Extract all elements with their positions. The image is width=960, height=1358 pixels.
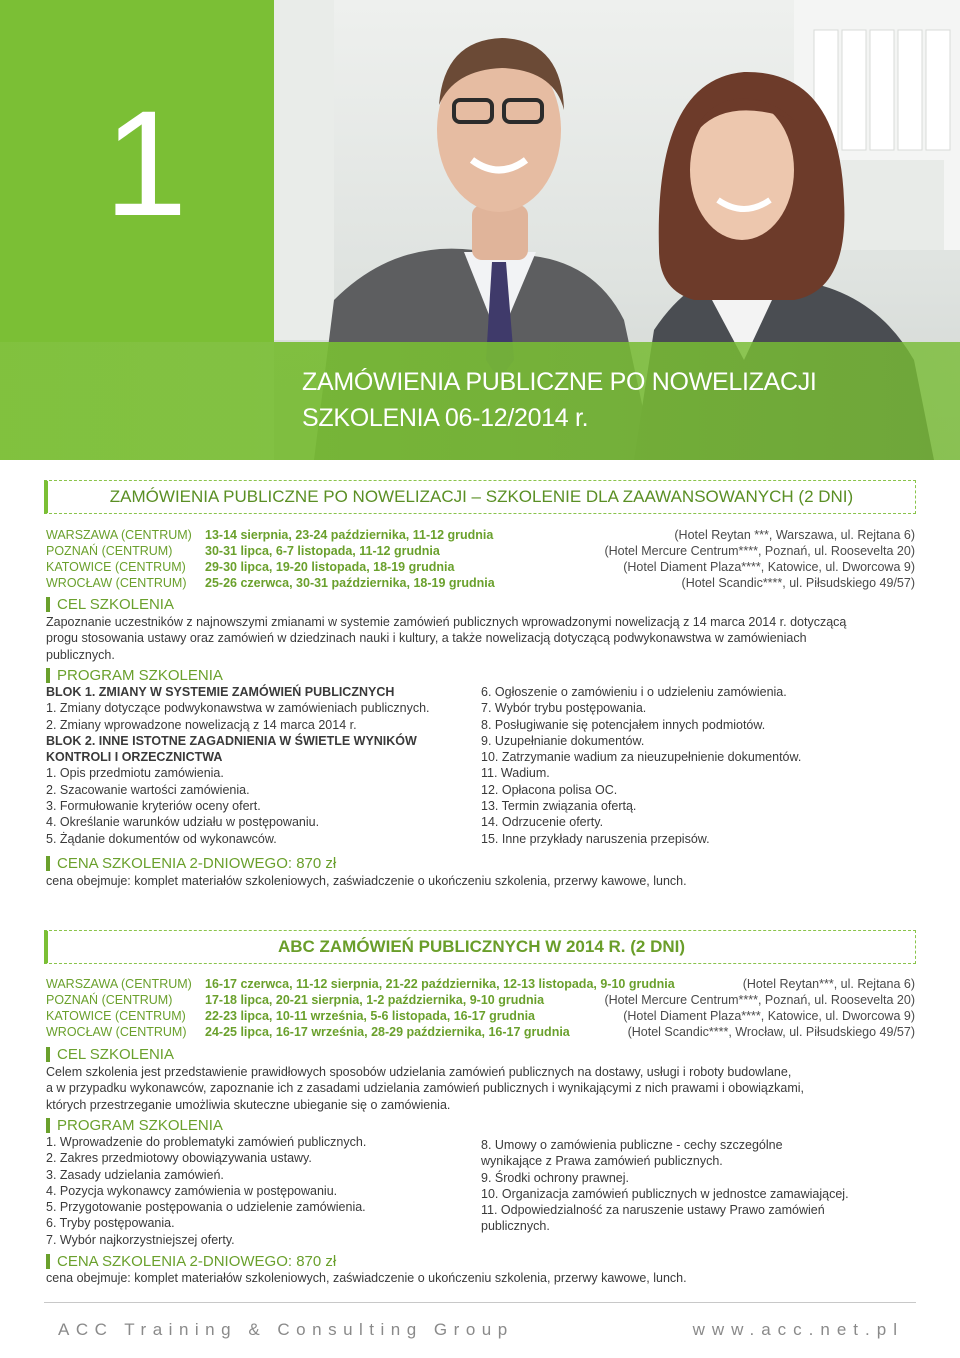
location-row [46,543,172,559]
program-item: 1. Opis przedmiotu zamówienia. [46,766,224,781]
program-item: 7. Wybór trybu postępowania. [481,701,647,716]
hotel-info: (Hotel Scandic****, ul. Piłsudskiego 49/57) [681,576,915,590]
course2-program-right [481,1137,849,1235]
program-item: 6. Ogłoszenie o zamówieniu i o udzieleniu zamówienia. [481,685,787,699]
course1-price-note: cena obejmuje: komplet materiałów szkoleniowych, zaświadczenie o ukończeniu szkolenia, przerwy kawowe, lunch. [46,874,687,888]
city-name: KATOWICE [46,560,112,574]
course1-program-heading: PROGRAM SZKOLENIA [46,667,223,685]
city-name: WARSZAWA [46,977,118,991]
city-name: WARSZAWA [46,528,118,542]
program-item: 14. Odrzucenie oferty. [481,815,604,830]
city-center: (CENTRUM) [98,993,173,1007]
program-block-title: BLOK 1. ZMIANY W SYSTEMIE ZAMÓWIEŃ PUBLICZNYCH [46,685,395,699]
goal-line: których przestrzeganie umożliwia skuteczne ubieganie się o zamówienia. [46,1097,451,1112]
course-dates: 22-23 lipca, 10-11 września, 5-6 listopada, 16-17 grudnia [205,1009,536,1023]
city-center: (CENTRUM) [117,528,192,542]
program-block-title: KONTROLI I ORZECZNICTWA [46,750,223,765]
hotel-info: (Hotel Mercure Centrum****, Poznań, ul. Roosevelta 20) [604,993,915,1007]
program-item: 10. Zatrzymanie wadium za nieuzupełnienie dokumentów. [481,750,802,765]
program-item: 2. Zmiany wprowadzone nowelizacją z 14 marca 2014 r. [46,717,357,732]
course2-header [44,930,916,964]
course-dates: 13-14 sierpnia, 23-24 października, 11-12 grudnia [205,528,494,542]
location-row [46,1008,186,1024]
banner-subtitle: SZKOLENIA 06-12/2014 r. [302,404,589,432]
course2-price-heading: CENA SZKOLENIA 2-DNIOWEGO: 870 zł [46,1253,336,1271]
program-item: 13. Termin związania ofertą. [481,799,637,814]
course2-program-heading: PROGRAM SZKOLENIA [46,1117,223,1135]
page-number: 1 [104,79,188,247]
location-row [46,575,187,591]
location-row [46,527,192,543]
city-center: (CENTRUM) [117,977,192,991]
course2-title: ABC ZAMÓWIEŃ PUBLICZNYCH W 2014 R. (2 DNI) [277,937,686,956]
course1-header [44,480,916,514]
program-item: 5. Przygotowanie postępowania o udzielenie zamówienia. [46,1200,366,1215]
course1-program-left [46,684,430,847]
goal-line: Zapoznanie uczestników z najnowszymi zmianami w systemie zamówień publicznych wprowadzonymi nowelizacją z 14 marca 2014 r. dotyczącą [46,615,847,629]
city-name: POZNAŃ [46,544,99,558]
program-item: 11. Odpowiedzialność za naruszenie ustawy Prawo zamówień [481,1203,825,1218]
course1-program-right [481,684,801,847]
program-item: publicznych. [481,1219,550,1234]
course-dates: 29-30 lipca, 19-20 listopada, 18-19 grudnia [205,560,455,574]
footer-website-link[interactable]: www.acc.net.pl [692,1320,904,1339]
hotel-info: (Hotel Diament Plaza****, Katowice, ul. Dworcowa 9) [623,1009,915,1023]
program-item: 9. Uzupełnianie dokumentów. [481,733,645,748]
program-item: 4. Określanie warunków udziału w postępowaniu. [46,815,320,830]
goal-line: progu stosowania ustawy oraz zamówień w dziedzinach nauki i kultury, a także nowelizacją dotyczącą podwykonawstwa w zamówieniach [46,631,807,646]
goal-line: publicznych. [46,647,115,662]
course2-price-note: cena obejmuje: komplet materiałów szkoleniowych, zaświadczenie o ukończeniu szkolenia, przerwy kawowe, lunch. [46,1271,687,1285]
hotel-info: (Hotel Mercure Centrum****, Poznań, ul. Roosevelta 20) [604,544,915,558]
program-item: 4. Pozycja wykonawcy zamówienia w postępowaniu. [46,1183,338,1198]
goal-line: a w przypadku wykonawców, zapoznanie ich z zasadami udzielania zamówień publicznych i wynikającymi z nich prawami i obowiązkami, [46,1081,804,1096]
program-item: 3. Formułowanie kryteriów oceny ofert. [46,799,261,814]
program-item: 6. Tryby postępowania. [46,1216,175,1231]
program-item: 5. Żądanie dokumentów od wykonawców. [46,831,277,846]
course-dates: 16-17 czerwca, 11-12 sierpnia, 21-22 października, 12-13 listopada, 9-10 grudnia [205,977,675,991]
program-item: wynikające z Prawa zamówień publicznych. [481,1154,723,1169]
location-row [46,1024,187,1040]
program-item: 2. Zakres przedmiotowy obowiązywania ustawy. [46,1151,312,1166]
city-name: POZNAŃ [46,993,99,1007]
program-item: 3. Zasady udzielania zamówień. [46,1167,224,1182]
course-dates: 24-25 lipca, 16-17 września, 28-29 października, 16-17 grudnia [205,1025,570,1039]
program-item: 2. Szacowanie wartości zamówienia. [46,782,250,797]
course2-program-left [46,1134,366,1248]
program-item: 1. Zmiany dotyczące podwykonawstwa w zamówieniach publicznych. [46,701,430,716]
program-item: 10. Organizacja zamówień publicznych w jednostce zamawiającej. [481,1186,849,1201]
course1-goal-heading: CEL SZKOLENIA [46,596,174,614]
course-dates: 17-18 lipca, 20-21 sierpnia, 1-2 października, 9-10 grudnia [205,993,545,1007]
city-center: (CENTRUM) [112,576,187,590]
program-item: 9. Środki ochrony prawnej. [481,1170,629,1185]
location-row [46,976,192,992]
location-row [46,559,186,575]
goal-line: Celem szkolenia jest przedstawienie prawidłowych sposobów udzielania zamówień publicznych na dostawy, usługi i roboty budowlane, [46,1065,792,1079]
green-number-block [0,0,274,342]
city-center: (CENTRUM) [111,1009,186,1023]
hotel-info: (Hotel Reytan***, ul. Rejtana 6) [742,977,915,991]
course2-goal-text [46,1064,916,1113]
program-item: 8. Posługiwanie się potencjałem innych podmiotów. [481,717,766,732]
city-name: WROCŁAW [46,576,113,590]
course-dates: 25-26 czerwca, 30-31 października, 18-19 grudnia [205,576,495,590]
header-banner [0,0,960,460]
program-item: 7. Wybór najkorzystniejszej oferty. [46,1232,235,1247]
hotel-info: (Hotel Diament Plaza****, Katowice, ul. Dworcowa 9) [623,560,915,574]
hotel-info: (Hotel Reytan ***, Warszawa, ul. Rejtana 6) [674,528,915,542]
program-item: 8. Umowy o zamówienia publiczne - cechy szczególne [481,1138,783,1152]
course2-goal-heading: CEL SZKOLENIA [46,1046,174,1064]
city-center: (CENTRUM) [112,1025,187,1039]
city-name: KATOWICE [46,1009,112,1023]
course1-title: ZAMÓWIENIA PUBLICZNE PO NOWELIZACJI – SZKOLENIE DLA ZAAWANSOWANYCH (2 DNI) [109,487,854,506]
city-center: (CENTRUM) [111,560,186,574]
banner-title: ZAMÓWIENIA PUBLICZNE PO NOWELIZACJI [302,368,817,396]
footer-divider [44,1302,916,1303]
footer-company: ACC Training & Consulting Group [58,1320,514,1339]
hotel-info: (Hotel Scandic****, Wrocław, ul. Piłsudskiego 49/57) [627,1025,915,1039]
program-item: 12. Opłacona polisa OC. [481,782,618,797]
city-name: WROCŁAW [46,1025,113,1039]
course1-price-heading: CENA SZKOLENIA 2-DNIOWEGO: 870 zł [46,855,336,873]
course1-goal-text [46,614,916,663]
program-block-title: BLOK 2. INNE ISTOTNE ZAGADNIENIA W ŚWIETLE WYNIKÓW [46,733,417,748]
course-dates: 30-31 lipca, 6-7 listopada, 11-12 grudnia [205,544,440,558]
program-item: 15. Inne przykłady naruszenia przepisów. [481,831,710,846]
program-item: 11. Wadium. [481,766,550,781]
program-item: 1. Wprowadzenie do problematyki zamówień publicznych. [46,1135,367,1149]
location-row [46,992,172,1008]
title-band [0,342,960,460]
city-center: (CENTRUM) [98,544,173,558]
